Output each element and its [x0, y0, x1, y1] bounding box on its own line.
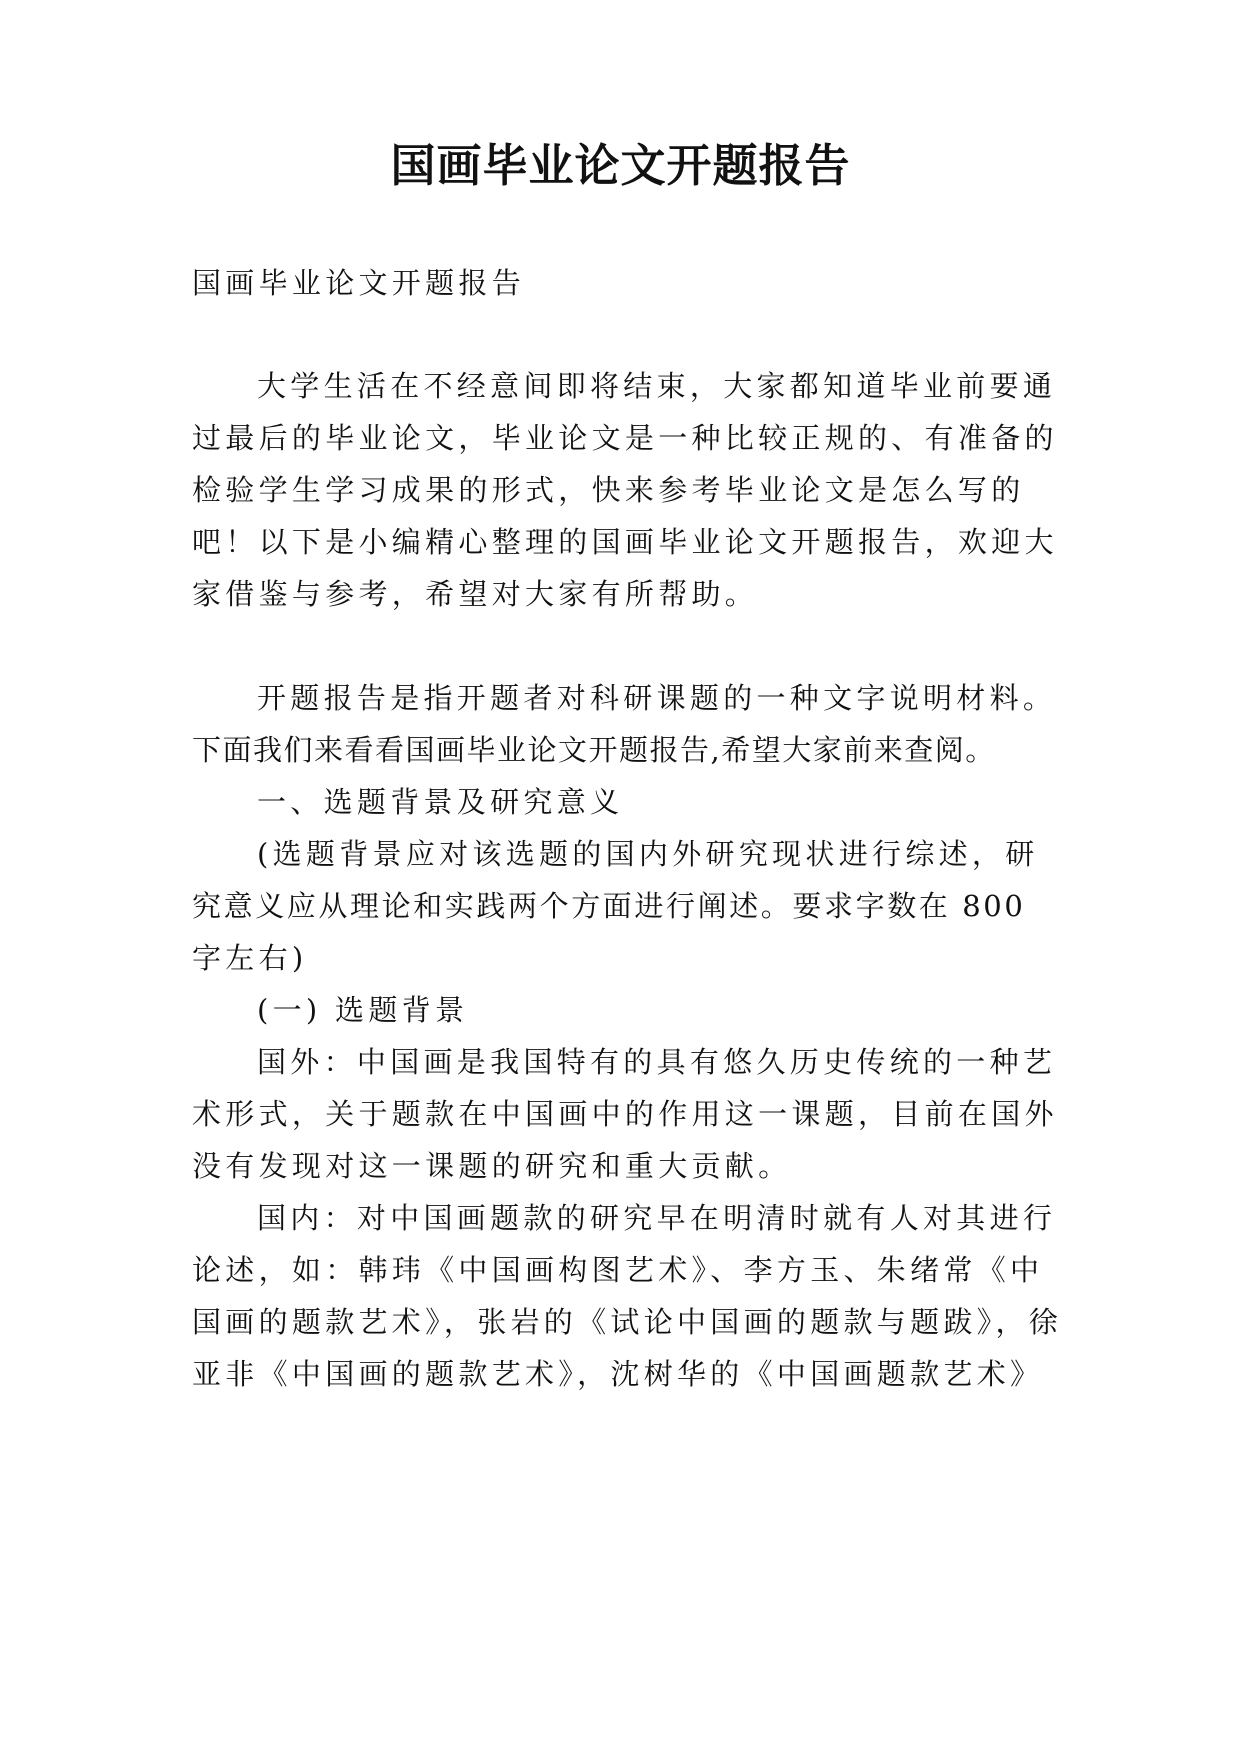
paragraph-line: 国外：中国画是我国特有的具有悠久历史传统的一种艺 [257, 1045, 1057, 1079]
paragraph-line: 术形式，关于题款在中国画中的作用这一课题，目前在国外 [192, 1097, 1058, 1131]
section-heading: 一、选题背景及研究意义 [257, 785, 624, 819]
paragraph-line: 过最后的毕业论文，毕业论文是一种比较正规的、有准备的 [192, 421, 1058, 455]
paragraph-line: 开题报告是指开题者对科研课题的一种文字说明材料。 [257, 681, 1057, 715]
paragraph-line: 字左右) [192, 941, 308, 975]
paragraph-line: 论述，如：韩玮《中国画构图艺术》、李方玉、朱绪常《中 [192, 1253, 1044, 1287]
paragraph-line: (选题背景应对该选题的国内外研究现状进行综述，研 [257, 837, 1039, 871]
paragraph-line: 家借鉴与参考，希望对大家有所帮助。 [192, 577, 759, 611]
paragraph-line: 国画的题款艺术》，张岩的《试论中国画的题款与题跋》，徐 [192, 1305, 1063, 1339]
document-title: 国画毕业论文开题报告 [390, 139, 851, 192]
subsection-heading: (一) 选题背景 [257, 993, 469, 1027]
paragraph-line: 国内：对中国画题款的研究早在明清时就有人对其进行 [257, 1201, 1057, 1235]
paragraph-line: 没有发现对这一课题的研究和重大贡献。 [192, 1149, 792, 1183]
paragraph-line: 大学生活在不经意间即将结束，大家都知道毕业前要通 [257, 369, 1057, 403]
paragraph-line: 吧！以下是小编精心整理的国画毕业论文开题报告，欢迎大 [192, 525, 1058, 559]
paragraph-line: 亚非《中国画的题款艺术》，沈树华的《中国画题款艺术》 [192, 1357, 1044, 1391]
paragraph-line: 下面我们来看看国画毕业论文开题报告,希望大家前来查阅。 [192, 733, 996, 767]
paragraph-line: 检验学生学习成果的形式，快来参考毕业论文是怎么写的 [192, 473, 1025, 507]
paragraph-line: 究意义应从理论和实践两个方面进行阐述。要求字数在 800 [192, 889, 1026, 923]
document-subtitle: 国画毕业论文开题报告 [192, 266, 526, 300]
